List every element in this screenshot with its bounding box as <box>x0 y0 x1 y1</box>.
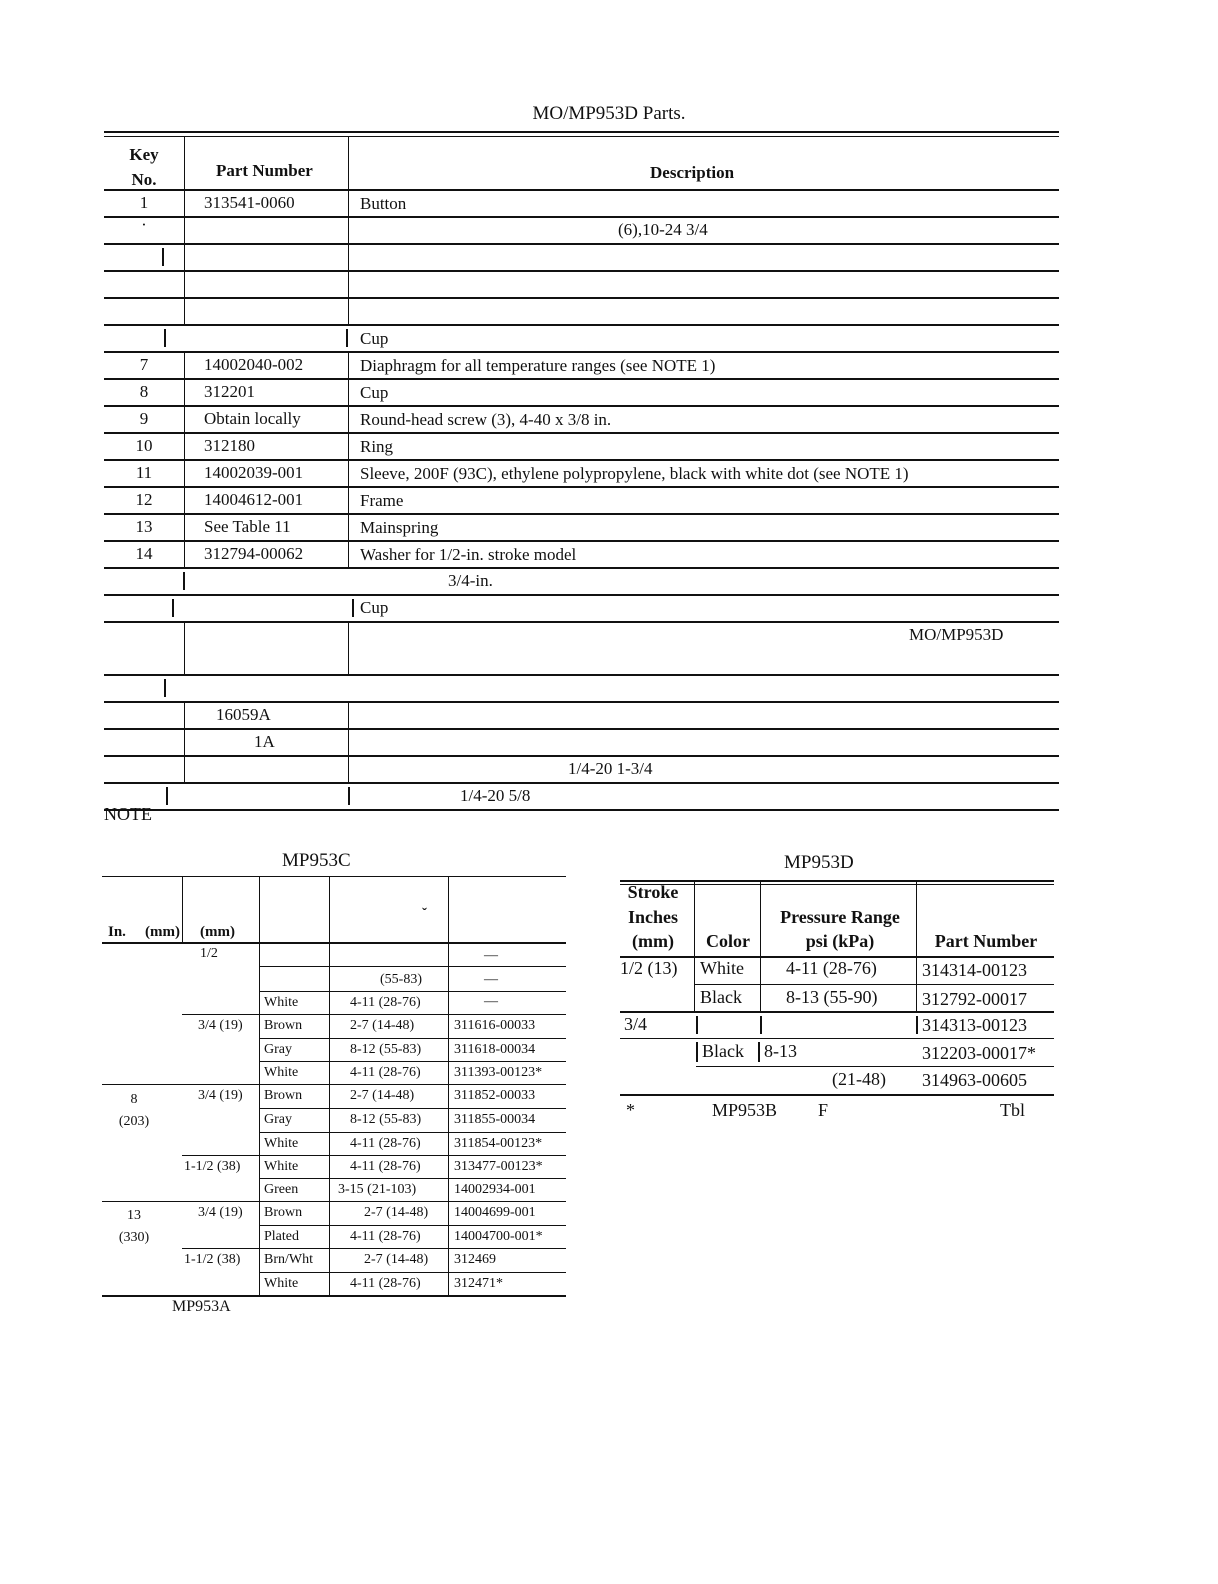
part-cell: See Table 11 <box>204 517 291 536</box>
color-cell: Brn/Wht <box>264 1252 313 1267</box>
part-cell: 312794-00062 <box>204 544 304 563</box>
part-cell: 314963-00605 <box>922 1070 1027 1090</box>
range-cell: 2-7 (14-48) <box>350 1088 415 1103</box>
table-row <box>104 703 1059 730</box>
table-row <box>104 515 1059 542</box>
range-cell: 8-13 (55-90) <box>786 987 878 1007</box>
table-row <box>104 353 1059 380</box>
range-cell: (21-48) <box>832 1069 886 1089</box>
desc-cell: Button <box>360 194 407 213</box>
part-cell: 312201 <box>204 382 255 401</box>
part-cell: 312469 <box>454 1252 496 1267</box>
stroke-cell: 1/2 <box>200 946 218 961</box>
table-row <box>104 245 1059 272</box>
table-row <box>104 757 1059 784</box>
footnote-tbl: Tbl <box>1000 1100 1025 1120</box>
note-label: NOTE <box>104 804 152 824</box>
part-cell: 311393-00123* <box>454 1065 543 1080</box>
range-cell: 4-11 (28-76) <box>350 1136 421 1151</box>
key-cell: 14 <box>135 544 153 563</box>
desc-cell: 3/4-in. <box>448 571 493 590</box>
table-row <box>104 542 1059 569</box>
desc-cell: Cup <box>360 383 389 402</box>
bar-mark <box>162 248 164 266</box>
stroke-cell: 3/4 <box>624 1014 648 1034</box>
table-row <box>104 191 1059 218</box>
key-cell: 10 <box>135 436 153 455</box>
key-cell: 12 <box>135 490 153 509</box>
header-mm: (mm) <box>200 924 235 940</box>
table-row <box>104 784 1059 811</box>
desc-cell: Sleeve, 200F (93C), ethylene polypropylene, black with white dot (see NOTE 1) <box>360 464 909 483</box>
stroke-cell: 3/4 (19) <box>198 1018 243 1033</box>
color-cell: White <box>700 958 744 978</box>
color-cell: White <box>264 1065 299 1080</box>
color-cell: Black <box>700 987 742 1007</box>
header-mm: (mm) <box>632 931 674 951</box>
table-row <box>104 299 1059 326</box>
color-cell: White <box>264 1136 299 1151</box>
table-row <box>104 623 1059 676</box>
color-cell: Brown <box>264 1088 303 1103</box>
mp953c-table <box>102 876 566 1296</box>
desc-cell: Washer for 1/2-in. stroke model <box>360 545 577 564</box>
color-cell: White <box>264 1159 299 1174</box>
range-cell: 4-11 (28-76) <box>786 958 877 978</box>
desc-cell: Cup <box>360 598 389 617</box>
color-cell: Green <box>264 1182 299 1197</box>
table-row <box>104 676 1059 703</box>
header-inches: Inches <box>627 907 678 927</box>
desc-cell: 1/4-20 1-3/4 <box>568 759 653 778</box>
key-cell: 1 <box>139 193 149 212</box>
color-cell: Brown <box>264 1205 303 1220</box>
key-cell: · <box>141 215 147 234</box>
part-cell: 311616-00033 <box>454 1018 536 1033</box>
header-no: No. <box>131 170 157 189</box>
key-cell: 13 <box>135 517 153 536</box>
desc-cell: Round-head screw (3), 4-40 x 3/8 in. <box>360 410 612 429</box>
header-part-number: Part Number <box>934 931 1038 951</box>
footnote-star: * <box>626 1100 635 1120</box>
header-in: In. <box>108 924 126 940</box>
part-cell: — <box>484 972 498 987</box>
header-pressure-range: Pressure Range <box>780 907 900 927</box>
part-cell: 14002039-001 <box>204 463 304 482</box>
header-psi: psi (kPa) <box>805 931 875 951</box>
part-cell: 14004699-001 <box>454 1205 536 1220</box>
part-cell: 314313-00123 <box>922 1015 1027 1035</box>
desc-cell: Ring <box>360 437 394 456</box>
key-cell: 7 <box>139 355 149 374</box>
part-cell: Obtain locally <box>204 409 301 428</box>
part-cell: 312180 <box>204 436 255 455</box>
range-cell: 4-11 (28-76) <box>350 995 421 1010</box>
table-row <box>104 434 1059 461</box>
part-cell: 313477-00123* <box>454 1159 543 1174</box>
bar-mark <box>183 572 185 590</box>
table-row <box>104 407 1059 434</box>
bar-mark <box>352 599 354 617</box>
footnote-f: F <box>818 1100 829 1120</box>
desc-cell: Cup <box>360 329 389 348</box>
table-row <box>104 461 1059 488</box>
header-color: Color <box>706 931 750 951</box>
spring-cell: 8 <box>130 1092 138 1107</box>
desc-cell: (6),10-24 3/4 <box>618 220 708 239</box>
part-cell: 16059A <box>216 705 271 724</box>
desc-cell: MO/MP953D <box>909 625 1004 644</box>
stroke-cell: 1/2 (13) <box>620 958 678 978</box>
table-row <box>104 380 1059 407</box>
spring-mm-cell: (330) <box>118 1230 150 1245</box>
desc-cell: Diaphragm for all temperature ranges (see NOTE 1) <box>360 356 716 375</box>
part-cell: 311854-00123* <box>454 1136 543 1151</box>
color-cell: Plated <box>264 1229 299 1244</box>
bar-mark <box>172 599 174 617</box>
range-cell: 2-7 (14-48) <box>364 1205 429 1220</box>
bar-mark <box>348 787 350 805</box>
bar-mark <box>164 329 166 347</box>
range-cell: 4-11 (28-76) <box>350 1065 421 1080</box>
table-row <box>104 569 1059 596</box>
range-cell: 3-15 (21-103) <box>338 1182 417 1197</box>
mp953d-table <box>620 880 1054 1096</box>
key-cell: 8 <box>139 382 149 401</box>
range-cell: 4-11 (28-76) <box>350 1229 421 1244</box>
header-part-number: Part Number <box>216 161 313 180</box>
key-cell: 11 <box>135 463 153 482</box>
desc-cell: 1/4-20 5/8 <box>460 786 531 805</box>
right-table-caption: MP953D <box>784 852 854 873</box>
part-cell: — <box>484 994 498 1009</box>
part-cell: 14002934-001 <box>454 1182 536 1197</box>
part-cell: 1A <box>254 732 275 751</box>
range-cell: 2-7 (14-48) <box>364 1252 429 1267</box>
part-cell: 311618-00034 <box>454 1042 536 1057</box>
footnote-model: MP953B <box>712 1100 778 1120</box>
header-key: Key <box>129 145 159 164</box>
range-cell: 4-11 (28-76) <box>350 1159 421 1174</box>
range-cell: 2-7 (14-48) <box>350 1018 415 1033</box>
part-cell: 312203-00017* <box>922 1043 1036 1063</box>
color-cell: Brown <box>264 1018 303 1033</box>
table-row <box>104 488 1059 515</box>
part-cell: 14004700-001* <box>454 1229 543 1244</box>
range-cell: 4-11 (28-76) <box>350 1276 421 1291</box>
part-cell: 14002040-002 <box>204 355 304 374</box>
stroke-cell: 1-1/2 (38) <box>184 1159 241 1174</box>
color-cell: White <box>264 1276 299 1291</box>
part-cell: 313541-0060 <box>204 193 295 212</box>
bar-mark <box>166 787 168 805</box>
part-cell: 311852-00033 <box>454 1088 536 1103</box>
table-row <box>104 326 1059 353</box>
header-mark: ˇ <box>422 906 427 922</box>
table-header-row <box>104 137 1059 191</box>
range-cell: 8-13 <box>764 1041 797 1061</box>
stroke-cell: 1-1/2 (38) <box>184 1252 241 1267</box>
page-title: MO/MP953D Parts. <box>532 103 686 124</box>
part-cell: 312792-00017 <box>922 989 1027 1009</box>
part-cell: 311855-00034 <box>454 1112 536 1127</box>
color-cell: Gray <box>264 1042 292 1057</box>
desc-cell: Mainspring <box>360 518 439 537</box>
part-cell: 312471* <box>454 1276 503 1291</box>
color-cell: Gray <box>264 1112 292 1127</box>
color-cell: White <box>264 995 299 1010</box>
table-row <box>104 730 1059 757</box>
stroke-cell: 3/4 (19) <box>198 1205 243 1220</box>
parts-table <box>104 131 1059 811</box>
bar-mark <box>164 679 166 697</box>
color-cell: Black <box>702 1041 744 1061</box>
range-cell: (55-83) <box>380 972 422 987</box>
range-cell: 8-12 (55-83) <box>350 1112 422 1127</box>
range-cell: 8-12 (55-83) <box>350 1042 422 1057</box>
spring-cell: 13 <box>127 1208 141 1223</box>
bar-mark <box>346 329 348 347</box>
part-cell: 14004612-001 <box>204 490 304 509</box>
header-stroke: Stroke <box>627 882 679 902</box>
left-table-footer: MP953A <box>172 1298 231 1315</box>
table-row <box>104 272 1059 299</box>
stroke-cell: 3/4 (19) <box>198 1088 243 1103</box>
table-row <box>104 215 1059 245</box>
header-mm: (mm) <box>145 924 180 940</box>
table-row <box>104 596 1059 623</box>
part-cell: — <box>484 948 498 963</box>
desc-cell: Frame <box>360 491 404 510</box>
spring-mm-cell: (203) <box>118 1114 150 1129</box>
key-cell: 9 <box>139 409 149 428</box>
header-description: Description <box>650 163 735 182</box>
left-table-caption: MP953C <box>282 850 351 871</box>
part-cell: 314314-00123 <box>922 960 1027 980</box>
